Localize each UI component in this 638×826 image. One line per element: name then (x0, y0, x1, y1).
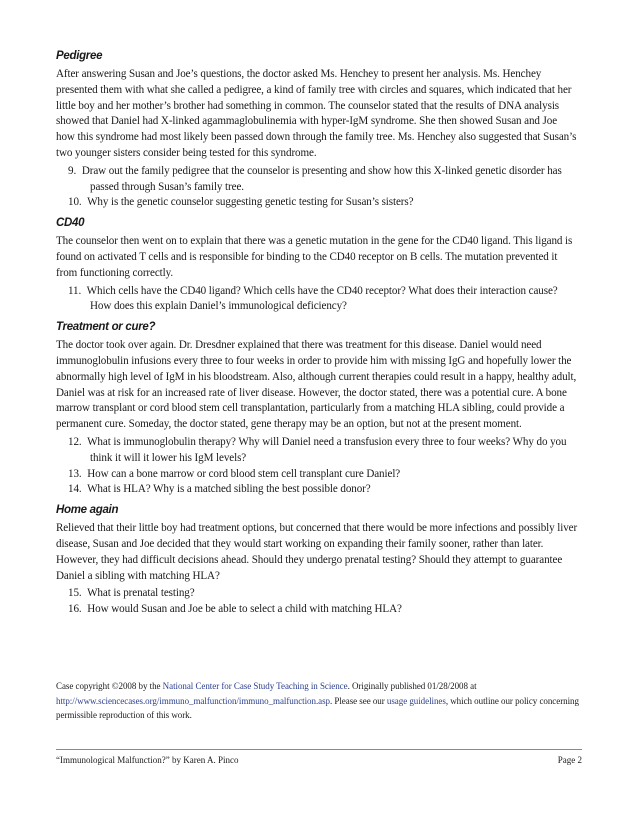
question-list (56, 586, 578, 618)
question-item (60, 164, 578, 196)
section-paragraph: After answering Susan and Joe’s questions, the doctor asked Ms. Henchey to present her analysis. Ms. Henchey presented them with what she called a pedigree, a kind of family tree with circles and squares, which indicated that her little boy and her mother’s brother had something in common. The counselor stated that the results of DNA analysis showed that Daniel had X-linked agammaglobulinemia with hyper-IgM syndrome. She then showed Susan and Joe how this syndrome had most likely been passed down through the family tree. Ms. Henchey also suggested that Susan’s two younger sisters consider being tested for this syndrome. (56, 68, 577, 159)
section-heading: Treatment or cure? (56, 321, 156, 334)
question-text: Which cells have the CD40 ligand? Which cells have the CD40 receptor? What does their interaction cause? How does this explain Daniel’s immunological deficiency? (86, 284, 558, 313)
question-number: 14. (68, 483, 82, 496)
running-title: “Immunological Malfunction?” by Karen A. Pinco (56, 755, 239, 765)
question-list (56, 435, 578, 498)
question-item (60, 284, 578, 316)
question-text: What is prenatal testing? (87, 587, 195, 600)
question-number: 11. (68, 284, 82, 297)
section-heading: Pedigree (56, 50, 103, 62)
question-item (60, 195, 578, 211)
page-number: Page 2 (557, 755, 582, 765)
question-item (60, 602, 578, 618)
question-text: Why is the genetic counselor suggesting genetic testing for Susan’s sisters? (87, 196, 414, 209)
section-heading: CD40 (56, 217, 85, 230)
question-number: 12. (68, 435, 82, 448)
question-number: 13. (68, 467, 82, 480)
section-home-again (56, 502, 578, 618)
section-heading: Home again (56, 504, 119, 517)
question-item (60, 435, 578, 467)
section-pedigree (56, 48, 578, 211)
question-text: What is immunoglobulin therapy? Why will Daniel need a transfusion every three to four weeks? Why do you think it will it lower his IgM levels? (87, 435, 567, 464)
question-text: What is HLA? Why is a matched sibling the best possible donor? (87, 483, 371, 496)
question-number: 10. (68, 196, 82, 209)
section-paragraph: The counselor then went on to explain that there was a genetic mutation in the gene for the CD40 ligand. This ligand is found on activated T cells and is responsible for binding to the CD40 receptor on B cells. The mutation prevented it from functioning correctly. (56, 235, 573, 279)
question-number: 16. (68, 603, 82, 616)
section-treatment (56, 319, 578, 498)
nccst-link[interactable]: National Center for Case Study Teaching in Science (162, 681, 348, 691)
question-number: 15. (68, 587, 82, 600)
question-item (60, 586, 578, 602)
question-text: How can a bone marrow or cord blood stem cell transplant cure Daniel? (87, 467, 401, 480)
question-item (60, 467, 578, 483)
question-number: 9. (68, 164, 77, 177)
question-item (60, 482, 578, 498)
question-list (56, 284, 578, 316)
copyright-text: , which outline our policy concerning permissible reproduction of this work. (56, 695, 579, 720)
section-paragraph: Relieved that their little boy had treatment options, but concerned that there would be more infections and possibly liver disease, Susan and Joe decided that they would start working on expanding their family sooner, rather than later. However, they had difficult decisions ahead. Should they undergo prenatal testing? Should they attempt to guarantee Daniel a sibling with matching HLA? (56, 522, 578, 582)
case-url-link[interactable]: http://www.sciencecases.org/immuno_malfunction/immuno_malfunction.asp (56, 695, 330, 706)
question-text: Draw out the family pedigree that the counselor is presenting and show how this X-linked genetic disorder has passed through Susan’s family tree. (81, 164, 562, 193)
copyright-notice (56, 679, 580, 723)
section-paragraph: The doctor took over again. Dr. Dresdner explained that there was treatment for this disease. Daniel would need immunoglobulin infusions every three to four weeks in order to provide him with missing IgG and hopefully lower the abnormally high level of IgM in his bloodstream. Also, although current therapies could result in a happy, healthy adult, Daniel was at risk for an increased rate of liver disease. However, the doctor stated, there was a potential cure. A bone marrow transplant or cord blood stem cell transplantation, particularly from a matching HLA sibling, could provide a permanent cure. Someday, the doctor stated, gene therapy may be an option, but not at the present moment. (56, 339, 577, 431)
copyright-text: . Please see our (330, 695, 387, 706)
copyright-text: . Originally published 01/28/2008 at (347, 681, 477, 691)
copyright-text: Case copyright ©2008 by the (56, 681, 163, 691)
footer-divider (56, 749, 582, 750)
section-cd40 (56, 215, 578, 315)
question-text: How would Susan and Joe be able to select a child with matching HLA? (87, 603, 402, 616)
question-list (56, 164, 578, 211)
document-body (56, 48, 578, 622)
usage-guidelines-link[interactable]: usage guidelines (386, 695, 446, 706)
